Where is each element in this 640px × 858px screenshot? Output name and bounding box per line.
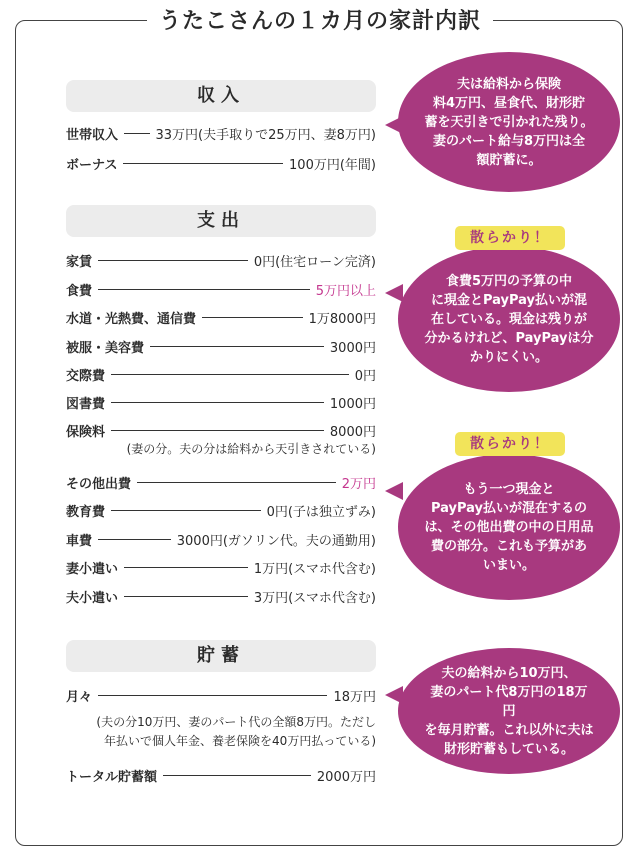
expense-row-education: 教育費 0円(子は独立ずみ) — [66, 504, 376, 520]
income-heading: 収入 — [66, 80, 376, 112]
income-comment-bubble: 夫は給料から保険 料4万円、昼食代、財形貯 蓄を天引きで引かれた残り。 妻のパート給与8万円は全 額貯蓄に。 — [398, 52, 620, 192]
savings-row-total: トータル貯蓄額 2000万円 — [66, 769, 376, 785]
page-title: うたこさんの１カ月の家計内訳 — [0, 4, 640, 35]
expense-row-social: 交際費 0円 — [66, 368, 376, 384]
expense-row-husband-allowance: 夫小遣い 3万円(スマホ代含む) — [66, 590, 376, 606]
expense-row-books: 図書費 1000円 — [66, 396, 376, 412]
expense-row-car: 車費 3000円(ガソリン代。夫の通勤用) — [66, 533, 376, 549]
insurance-note: (妻の分。夫の分は給料から天引きされている) — [126, 442, 376, 456]
scattered-tag-1: 散らかり！ — [455, 226, 565, 250]
expenses-heading: 支出 — [66, 205, 376, 237]
income-row-bonus: ボーナス 100万円(年間) — [66, 157, 376, 173]
expense-row-clothing: 被服・美容費 3000円 — [66, 340, 376, 356]
expense-row-wife-allowance: 妻小遣い 1万円(スマホ代含む) — [66, 561, 376, 577]
expense-row-insurance: 保険料 8000円 — [66, 424, 376, 440]
savings-heading: 貯蓄 — [66, 640, 376, 672]
income-row-household: 世帯収入 33万円(夫手取りで25万円、妻8万円) — [66, 127, 376, 143]
savings-note: (夫の分10万円、妻のパート代の全額8万円。ただし 年払いで個人年金、養老保険を40万円払っている) — [96, 715, 376, 748]
scattered-tag-2: 散らかり！ — [455, 432, 565, 456]
expense-row-food: 食費 5万円以上 — [66, 283, 376, 299]
food-comment-bubble: 食費5万円の予算の中 に現金とPayPay払いが混 在している。現金は残りが 分かるけれど、PayPayは分 かりにくい。 — [398, 246, 620, 392]
expense-row-utilities: 水道・光熱費、通信費 1万8000円 — [66, 311, 376, 327]
savings-comment-bubble: 夫の給料から10万円、 妻のパート代8万円の18万円 を毎月貯蓄。これ以外に夫は 財形貯蓄もしている。 — [398, 648, 620, 774]
expense-row-rent: 家賃 0円(住宅ローン完済) — [66, 254, 376, 270]
other-expense-comment-bubble: もう一つ現金と PayPay払いが混在するの は、その他出費の中の日用品 費の部分。これも予算があ いまい。 — [398, 454, 620, 600]
expense-row-other: その他出費 2万円 — [66, 476, 376, 492]
savings-row-monthly: 月々 18万円 — [66, 689, 376, 705]
